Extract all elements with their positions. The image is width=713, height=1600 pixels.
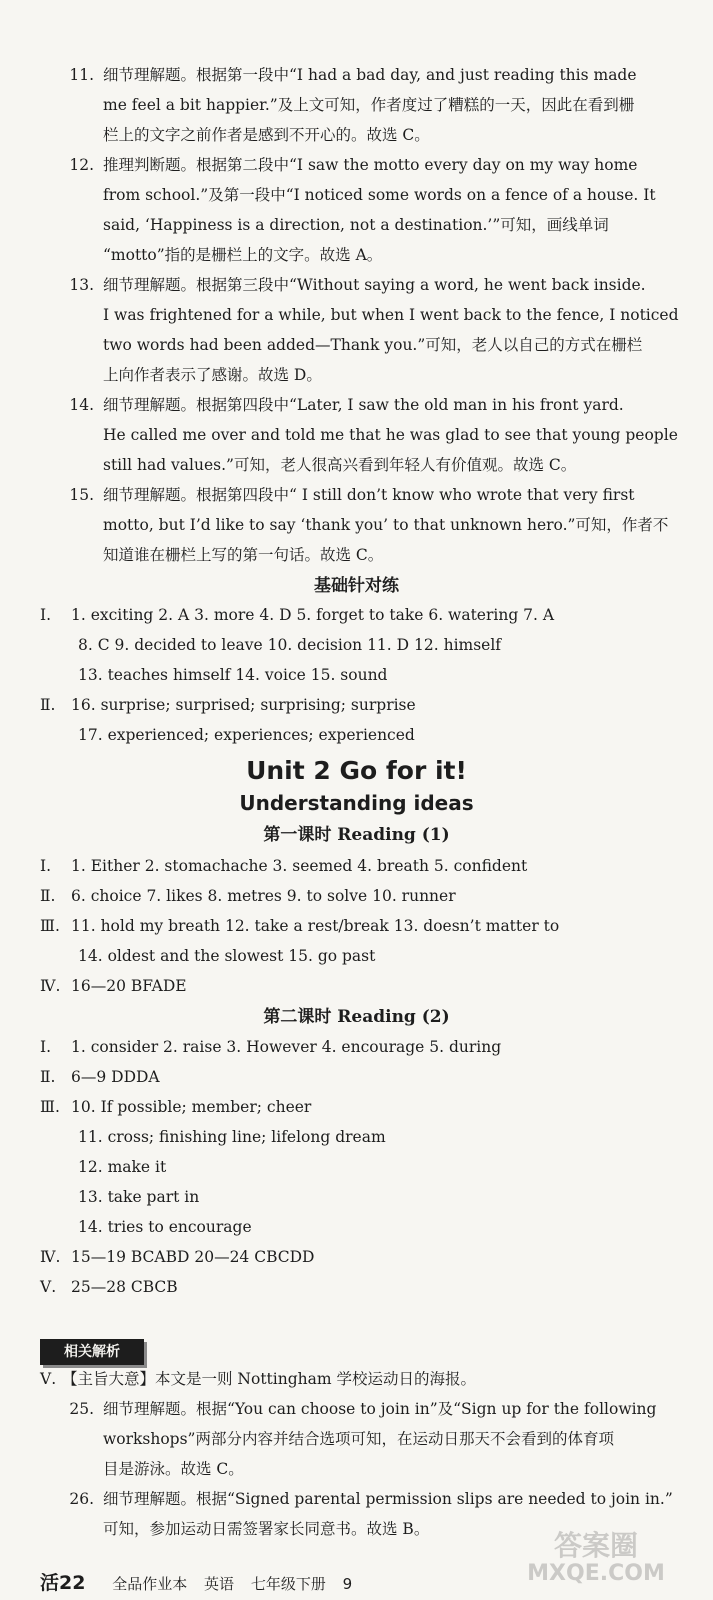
explanation-line: 细节理解题。根据第三段中“Without saying a word, he went back inside. [103,276,646,294]
explanation-line: 目是游泳。故选 C。 [103,1460,244,1478]
part-label: Ⅳ. [40,977,61,995]
answer-row: 11. hold my breath 12. take a rest/break 13. doesn’t matter to [71,917,560,935]
unit-title: Unit 2 Go for it! [246,756,467,785]
answer-row: 13. teaches himself 14. voice 15. sound [78,666,388,684]
explanation-line: “motto”指的是栅栏上的文字。故选 A。 [103,246,383,264]
lesson-title: 第一课时 Reading (1) [263,825,450,845]
part-label: Ⅲ. [40,917,60,935]
part-label: Ⅴ. [40,1278,57,1296]
watermark-line: MXQE.COM [527,1561,665,1586]
explanation-line: 细节理解题。根据第四段中“Later, I saw the old man in his front yard. [103,396,624,414]
explanation-line: I was frightened for a while, but when I went back to the fence, I noticed [103,306,679,324]
answer-row: 6. choice 7. likes 8. metres 9. to solve 10. runner [71,887,456,905]
answer-row: 1. Either 2. stomachache 3. seemed 4. breath 5. confident [71,857,528,875]
answer-row: 8. C 9. decided to leave 10. decision 11. D 12. himself [78,636,502,654]
part-label: Ⅴ. [40,1370,57,1388]
question-number: 13. [69,276,94,294]
explanation-line: 细节理解题。根据第四段中“ I still don’t know who wrote that very first [103,486,635,504]
answer-row: 1. exciting 2. A 3. more 4. D 5. forget to take 6. watering 7. A [71,606,555,624]
footer-subject: 英语 [204,1575,235,1593]
answer-row: 15—19 BCABD 20—24 CBCDD [71,1248,315,1266]
footer-tag: 活22 [40,1572,86,1594]
answer-row: 6—9 DDDA [71,1068,160,1086]
explanation-line: 知道谁在栅栏上写的第一句话。故选 C。 [103,546,384,564]
question-number: 11. [69,66,94,84]
analysis-badge: 相关解析 [40,1339,144,1365]
explanation-line: workshops”两部分内容并结合选项可知，在运动日那天不会看到的体育项 [103,1430,614,1448]
explanation-line: 细节理解题。根据“Signed parental permission slips are needed to join in.” [103,1490,673,1508]
explanation-line: 可知，参加运动日需签署家长同意书。故选 B。 [103,1520,430,1538]
question-number: 15. [69,486,94,504]
question-number: 14. [69,396,94,414]
page-number: 9 [342,1575,353,1593]
part-label: Ⅳ. [40,1248,61,1266]
explanation-line: still had values.”可知，老人很高兴看到年轻人有价值观。故选 C。 [103,456,577,474]
explanation-line: from school.”及第一段中“I noticed some words on a fence of a house. It [103,186,656,204]
explanation-line: two words had been added—Thank you.”可知，老人以自己的方式在栅栏 [103,336,643,354]
explanation-line: me feel a bit happier.”及上文可知，作者度过了糟糕的一天，因此在看到栅 [103,96,635,114]
question-number: 26. [69,1490,94,1508]
unit-subtitle: Understanding ideas [239,791,474,815]
part-label: Ⅱ. [40,696,56,714]
part-label: Ⅱ. [40,887,56,905]
explanation-line: 细节理解题。根据第一段中“I had a bad day, and just reading this made [103,66,637,84]
explanation-line: motto, but I’d like to say ‘thank you’ to that unknown hero.”可知，作者不 [103,516,669,534]
part-label: Ⅰ. [40,857,52,875]
main-idea: 【主旨大意】本文是一则 Nottingham 学校运动日的海报。 [62,1370,476,1388]
answer-row: 1. consider 2. raise 3. However 4. encourage 5. during [71,1038,502,1056]
part-label: Ⅱ. [40,1068,56,1086]
part-label: Ⅰ. [40,606,52,624]
lesson-title: 第二课时 Reading (2) [263,1007,450,1027]
part-label: Ⅰ. [40,1038,52,1056]
explanation-line: 细节理解题。根据“You can choose to join in”及“Sign up for the following [103,1400,657,1418]
watermark [491,1529,701,1594]
answer-row: 16—20 BFADE [71,977,187,995]
explanation-line: said, ‘Happiness is a direction, not a destination.’”可知，画线单词 [103,216,609,234]
page-footer [40,1568,364,1595]
answer-row: 10. If possible; member; cheer [71,1098,312,1116]
part-label: Ⅲ. [40,1098,60,1116]
answer-row: 13. take part in [78,1188,200,1206]
answer-row: 11. cross; finishing line; lifelong dream [78,1128,386,1146]
question-number: 25. [69,1400,94,1418]
answer-row: 17. experienced; experiences; experienced [78,726,415,744]
explanation-line: He called me over and told me that he was glad to see that young people [103,426,678,444]
answer-row: 16. surprise; surprised; surprising; surprise [71,696,416,714]
answer-row: 14. tries to encourage [78,1218,252,1236]
watermark-line: 答案圈 [553,1529,638,1562]
question-number: 12. [69,156,94,174]
footer-grade: 七年级下册 [250,1575,326,1593]
section-title: 基础针对练 [314,576,399,596]
footer-book: 全品作业本 [112,1575,188,1593]
answer-row: 14. oldest and the slowest 15. go past [78,947,376,965]
explanation-line: 推理判断题。根据第二段中“I saw the motto every day on my way home [103,156,638,174]
answer-row: 12. make it [78,1158,167,1176]
answer-row: 25—28 CBCB [71,1278,178,1296]
explanation-line: 栏上的文字之前作者是感到不开心的。故选 C。 [103,126,430,144]
explanation-line: 上向作者表示了感谢。故选 D。 [103,366,322,384]
